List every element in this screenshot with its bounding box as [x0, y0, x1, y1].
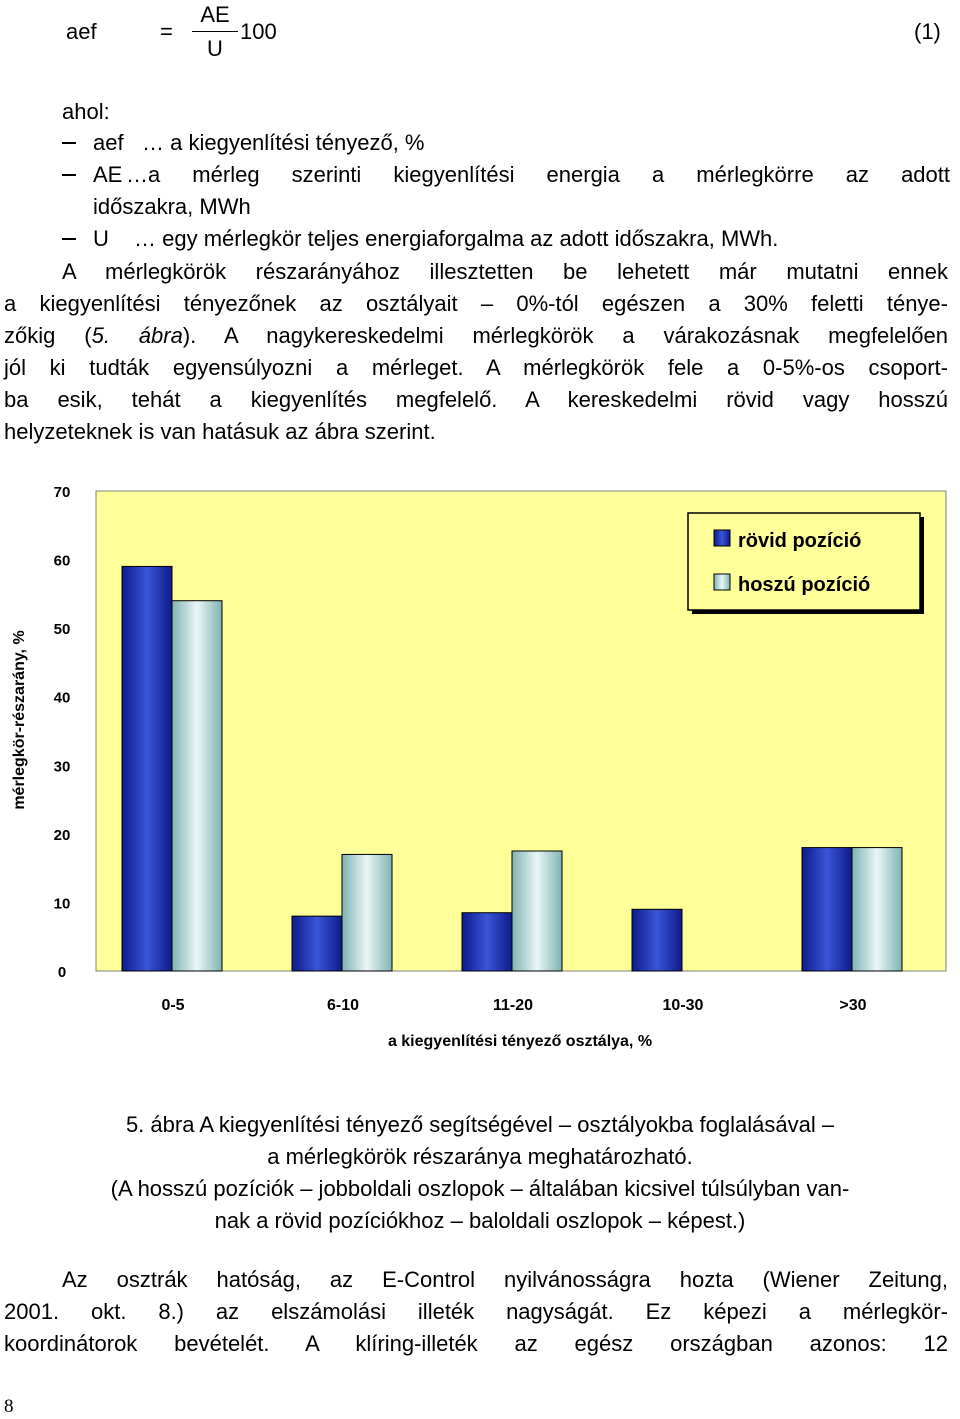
x-tick-label: 0-5 — [161, 997, 185, 1014]
x-tick-label: 6-10 — [326, 997, 360, 1014]
paragraph-line: helyzeteknek is van hatásuk az ábra szerint. — [4, 419, 436, 444]
fraction-bar — [192, 31, 238, 32]
bar-short-position — [122, 566, 172, 971]
definition-text: … a kiegyenlítési tényező, % — [142, 130, 425, 155]
paragraph-line — [4, 320, 948, 351]
formula-factor: 100 — [240, 19, 277, 44]
y-tick-label: 70 — [53, 484, 71, 501]
where-label: ahol: — [62, 99, 110, 124]
definition-text: …a mérleg szerinti kiegyenlítési energia a mérlegkörre az adott — [126, 162, 950, 187]
x-axis-label: a kiegyenlítési tényező osztálya, % — [387, 1033, 653, 1050]
formula-denominator: U — [207, 36, 223, 61]
y-tick-label: 10 — [53, 895, 71, 913]
dash-bullet — [62, 142, 76, 144]
bar-long-position — [852, 848, 902, 971]
x-tick-label: 11-20 — [492, 997, 534, 1014]
bar-short-position — [802, 848, 852, 971]
text-run: ). A nagykereskedelmi mérlegkörök a várakozásnak megfelelően — [182, 323, 949, 348]
legend — [688, 513, 924, 614]
definition-symbol: aef — [93, 130, 124, 155]
y-tick-label: 60 — [53, 552, 71, 570]
paragraph-line: jól ki tudták egyensúlyozni a mérleget. A mérlegkörök fele a 0-5%-os csoport- — [4, 355, 948, 380]
chart-canvas — [0, 470, 960, 1070]
paragraph-line: a kiegyenlítési tényezőnek az osztályait – 0%-tól egészen a 30% feletti ténye- — [4, 291, 948, 316]
paragraph-line: koordinátorok bevételét. A klíring-illeték az egész országban azonos: 12 — [4, 1331, 948, 1356]
formula-numerator: AE — [200, 2, 230, 27]
legend-swatch — [714, 530, 730, 546]
legend-swatch — [714, 574, 730, 590]
formula-lhs: aef — [66, 19, 97, 44]
definition-symbol: AE — [93, 162, 123, 187]
x-tick-label: 10-30 — [662, 997, 704, 1014]
formula — [60, 0, 940, 70]
paragraph-line: A mérlegkörök részarányához illesztetten be lehetett már mutatni ennek — [62, 259, 948, 284]
figure-caption-line: (A hosszú pozíciók – jobboldali oszlopok – általában kicsivel túlsúlyban van- — [110, 1176, 850, 1201]
figure-caption-line: 5. ábra A kiegyenlítési tényező segítségével – osztályokba foglalásával – — [125, 1112, 835, 1137]
bar-short-position — [462, 913, 512, 971]
paragraph-line: Az osztrák hatóság, az E-Control nyilvánosságra hozta (Wiener Zeitung, — [62, 1267, 948, 1292]
y-tick-label: 0 — [57, 964, 67, 981]
figure-caption-line: nak a rövid pozíciókhoz – baloldali oszlopok – képest.) — [214, 1208, 746, 1233]
text-run: zőkig ( — [4, 323, 92, 348]
bar-chart — [0, 470, 960, 1070]
legend-label: rövid pozíció — [738, 530, 862, 552]
bar-short-position — [632, 909, 682, 971]
definition-continuation: időszakra, MWh — [93, 194, 251, 219]
bar-short-position — [292, 916, 342, 971]
definition-symbol: U — [93, 226, 109, 251]
figure-reference: 5. ábra — [91, 323, 183, 348]
formula-equals: = — [160, 19, 173, 44]
y-tick-label: 20 — [53, 826, 71, 844]
page-number: 8 — [4, 1396, 14, 1417]
figure-caption-line: a mérlegkörök részaránya meghatározható. — [267, 1144, 693, 1169]
paragraph-line: 2001. okt. 8.) az elszámolási illeték nagyságát. Ez képezi a mérlegkör- — [4, 1299, 948, 1324]
y-tick-label: 50 — [53, 621, 71, 639]
dash-bullet — [62, 174, 76, 176]
definition-text: … egy mérlegkör teljes energiaforgalma az adott időszakra, MWh. — [134, 226, 779, 251]
bar-long-position — [172, 601, 222, 971]
y-tick-label: 30 — [53, 758, 71, 776]
y-tick-label: 40 — [53, 689, 71, 707]
bar-long-position — [342, 854, 392, 971]
equation-number: (1) — [914, 19, 941, 44]
legend-label: hoszú pozíció — [738, 574, 871, 596]
dash-bullet — [62, 238, 76, 240]
paragraph-line: ba esik, tehát a kiegyenlítés megfelelő. A kereskedelmi rövid vagy hosszú — [4, 387, 948, 412]
x-tick-label: >30 — [839, 997, 867, 1014]
y-axis-label: mérlegkör-részarány, % — [11, 630, 28, 810]
bar-long-position — [512, 851, 562, 971]
